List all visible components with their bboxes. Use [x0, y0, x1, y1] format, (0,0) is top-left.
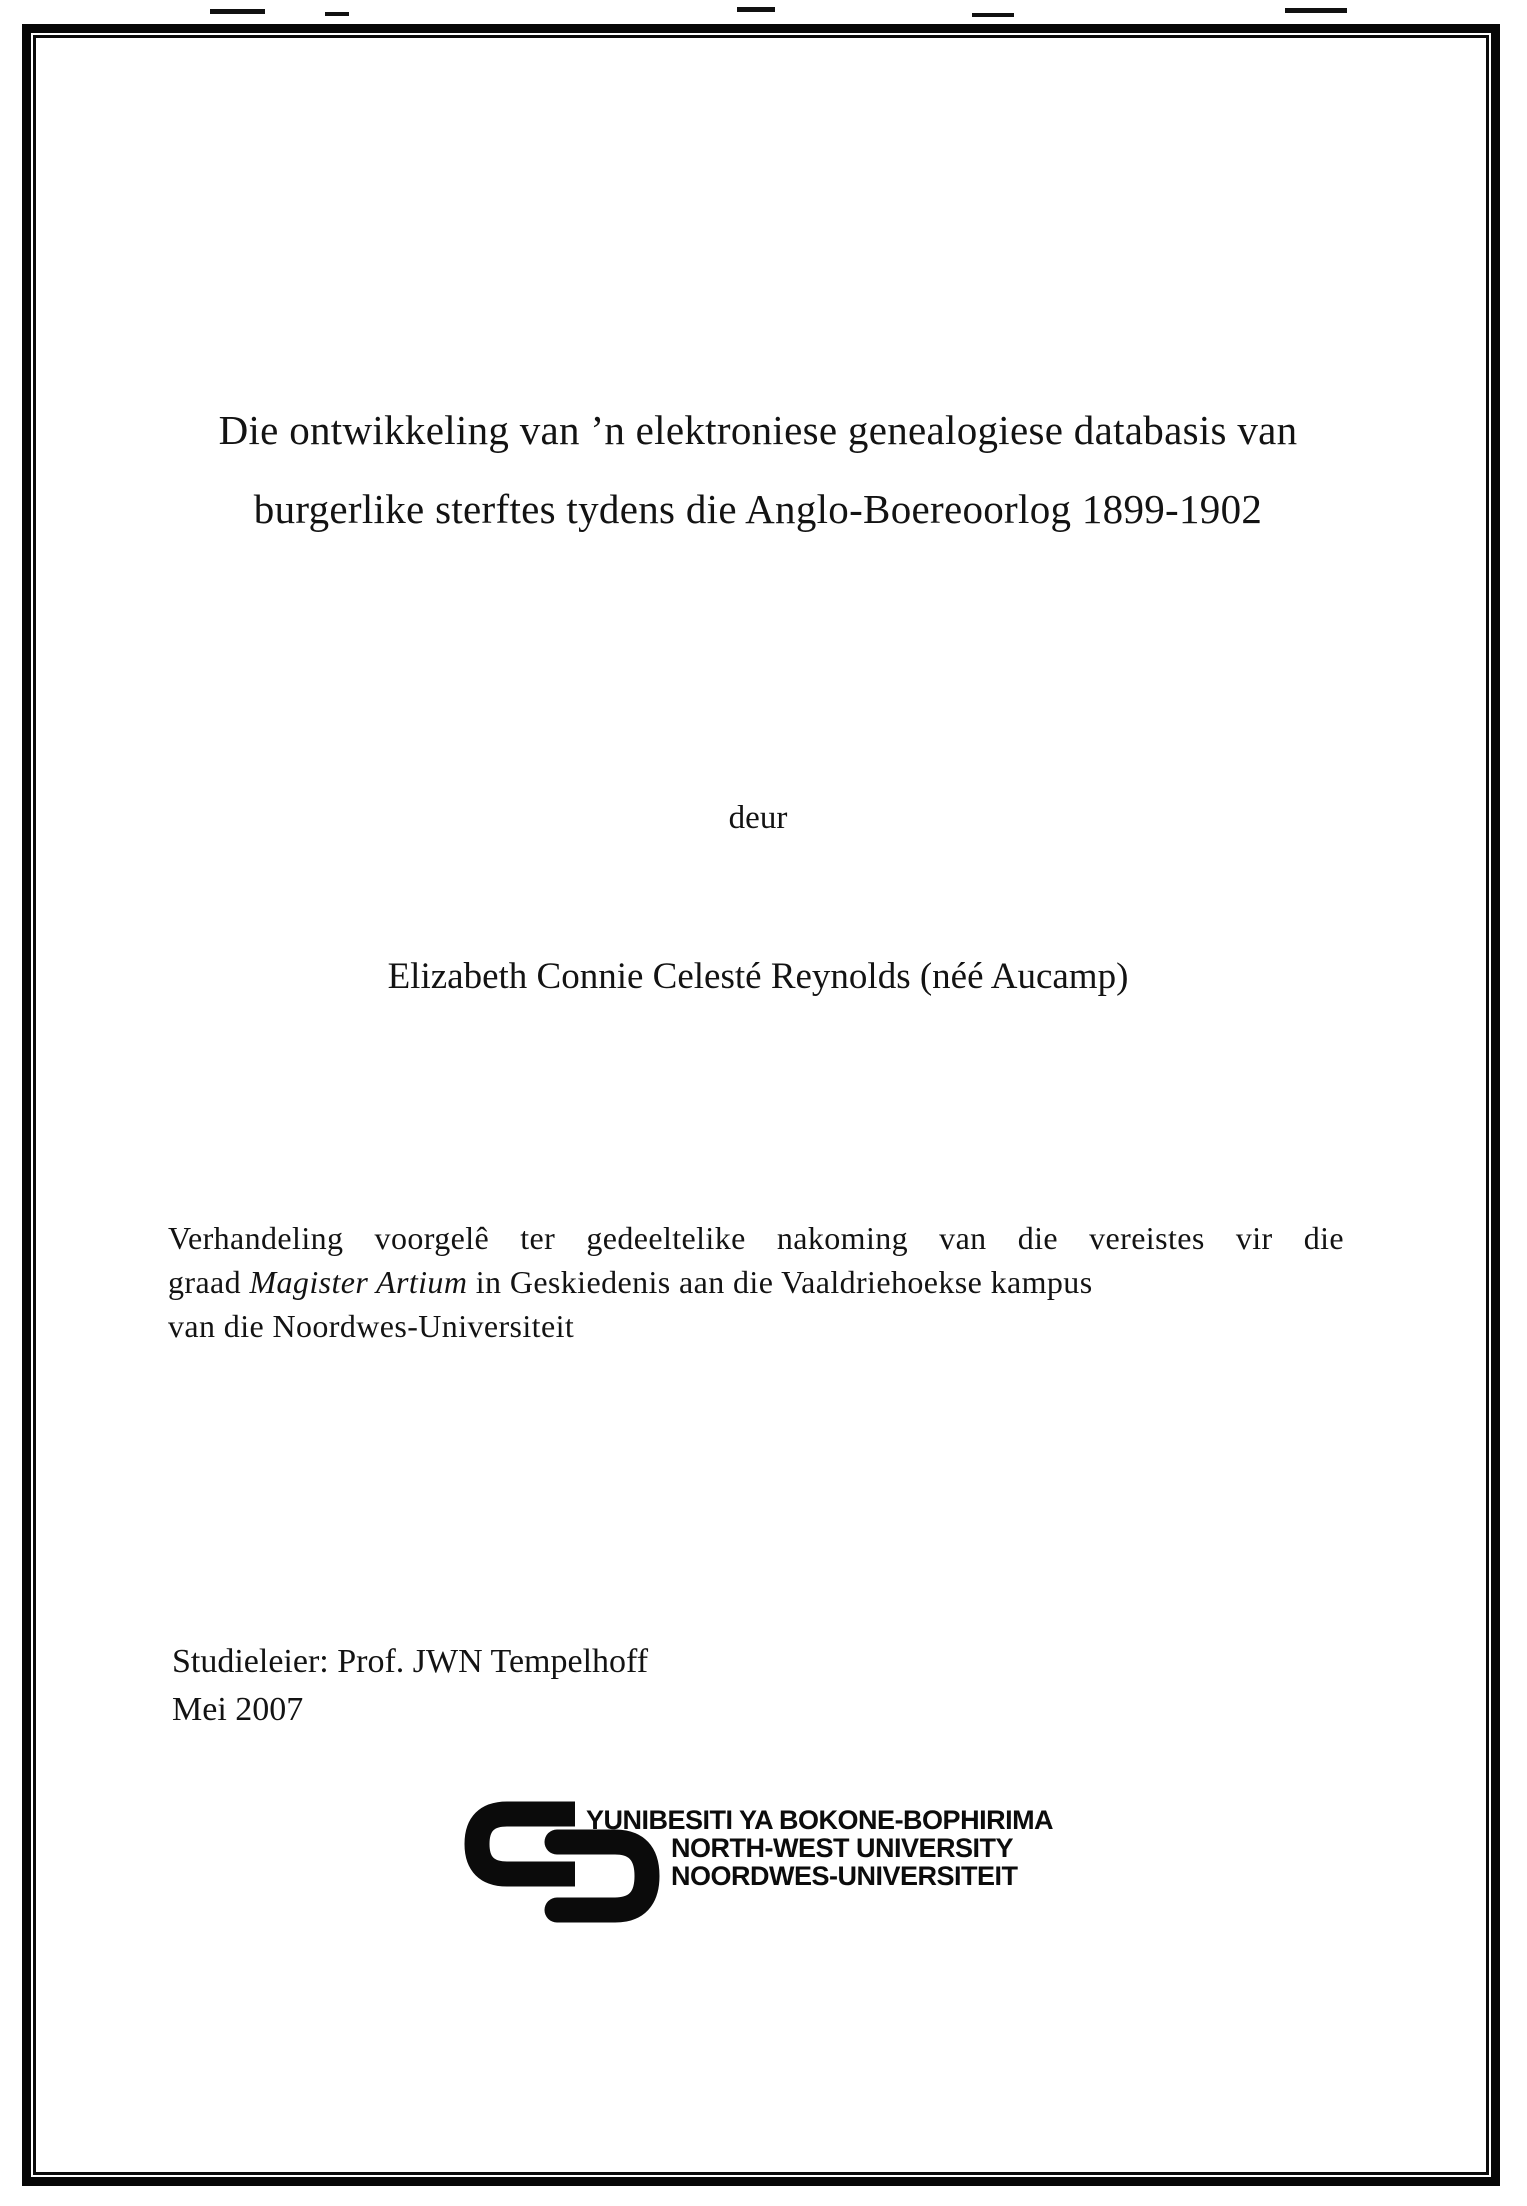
scan-artifact [737, 7, 775, 12]
thesis-title-line-1: Die ontwikkeling van ’n elektroniese genealogiese databasis van [218, 407, 1298, 453]
supervisor-block [172, 1638, 648, 1734]
thesis-title-line-2: burgerlike sterftes tydens die Anglo-Boereoorlog 1899-1902 [253, 486, 1263, 532]
university-logo-text [586, 1806, 1053, 1890]
scan-artifact [1285, 8, 1347, 13]
degree-statement-line-3: van die Noordwes-Universiteit [168, 1308, 575, 1344]
university-logo [463, 1798, 1103, 1938]
date-line: Mei 2007 [172, 1691, 304, 1728]
degree-statement-line-1: Verhandeling voorgelê ter gedeeltelike nakoming van die vereistes vir die [168, 1220, 1344, 1256]
degree-statement [168, 1216, 1344, 1348]
degree-statement-line-2-post: in Geskiedenis aan die Vaaldriehoekse kampus [467, 1264, 1093, 1300]
university-name-english: NORTH-WEST UNIVERSITY [671, 1833, 1014, 1863]
degree-name: Magister Artium [249, 1264, 468, 1300]
scan-artifact [972, 13, 1014, 17]
scan-artifact [325, 12, 349, 16]
thesis-title [168, 391, 1348, 549]
degree-statement-line-2 [168, 1260, 1344, 1304]
university-name-afrikaans: NOORDWES-UNIVERSITEIT [671, 1861, 1018, 1891]
scan-artifact [210, 9, 265, 14]
supervisor-line: Studieleier: Prof. JWN Tempelhoff [172, 1643, 649, 1680]
byline: deur [728, 800, 788, 836]
degree-statement-line-2-pre: graad [168, 1264, 250, 1300]
author-name: Elizabeth Connie Celesté Reynolds (néé Aucamp) [387, 956, 1129, 997]
university-name-setswana: YUNIBESITI YA BOKONE-BOPHIRIMA [586, 1805, 1054, 1835]
